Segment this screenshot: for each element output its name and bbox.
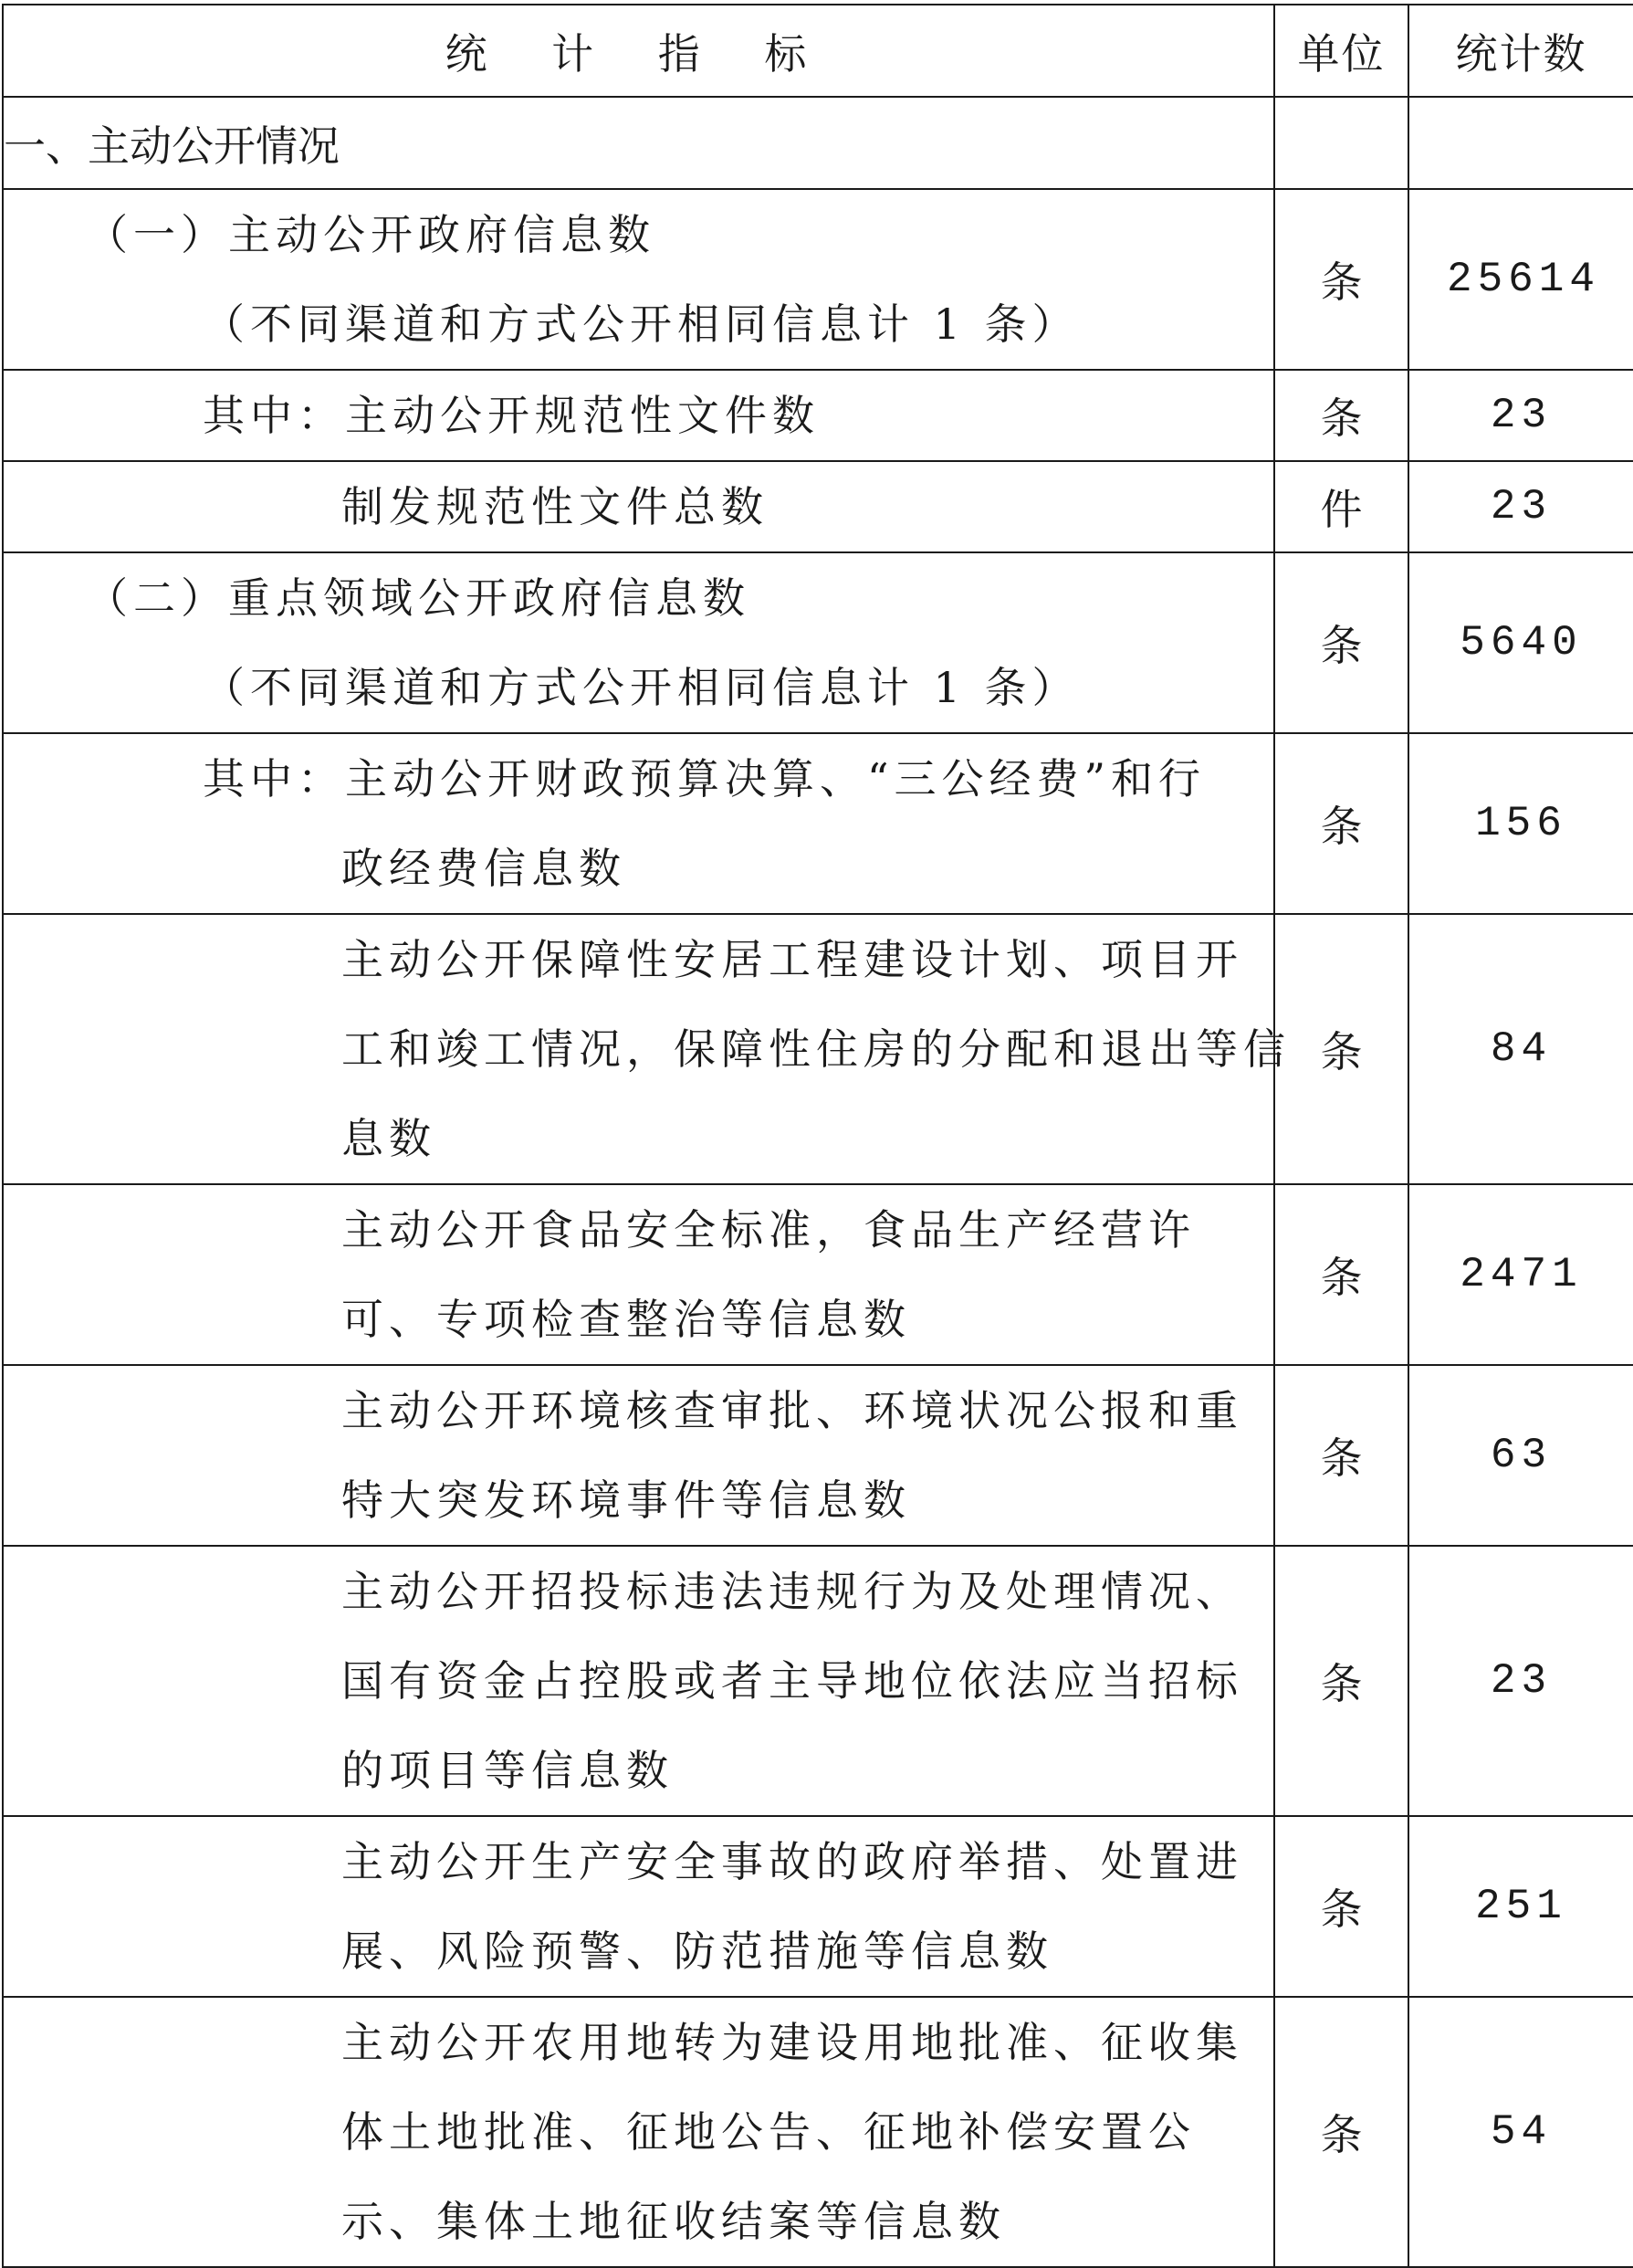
value-cell: 23: [1408, 461, 1633, 552]
indicator-line: 主动公开保障性安居工程建设计划、项目开: [341, 935, 1243, 984]
header-count: 统计数: [1408, 5, 1633, 97]
section-unit-empty: [1274, 97, 1408, 189]
indicator-line: （不同渠道和方式公开相同信息计 1 条）: [203, 663, 1080, 712]
indicator-line: 政经费信息数: [341, 844, 626, 893]
indicator-cell: [3, 914, 1291, 1184]
table-row: [3, 552, 1633, 733]
header-indicator-label: 统 计 指 标: [445, 28, 832, 79]
indicator-line: 的项目等信息数: [341, 1746, 674, 1795]
section-value-empty: [1408, 97, 1633, 189]
indicator-line: （不同渠道和方式公开相同信息计 1 条）: [203, 299, 1080, 349]
unit-cell: 条: [1274, 1816, 1408, 1997]
indicator-line: 其中：主动公开财政预算决算、“三公经费”和行: [203, 754, 1207, 803]
statistics-table: [2, 4, 1633, 2268]
indicator-cell: [3, 189, 1274, 370]
header-unit: 单位: [1274, 5, 1408, 97]
unit-cell: 条: [1274, 189, 1408, 370]
indicator-cell: [3, 1365, 1274, 1546]
unit-cell: 条: [1274, 1546, 1408, 1816]
indicator-line: 可、专项检查整治等信息数: [341, 1295, 911, 1344]
indicator-cell: [3, 1997, 1274, 2267]
value-cell: 25614: [1408, 189, 1633, 370]
table-row: [3, 914, 1633, 1184]
table-row: [3, 733, 1633, 914]
indicator-line: （二）重点领域公开政府信息数: [86, 573, 750, 623]
table-row: [3, 189, 1633, 370]
header-row: [3, 5, 1633, 97]
section-row: [3, 97, 1633, 189]
indicator-cell: [3, 552, 1274, 733]
value-cell: 84: [1408, 914, 1633, 1184]
indicator-line: 示、集体土地征收结案等信息数: [341, 2197, 1006, 2246]
indicator-line: 主动公开环境核查审批、环境状况公报和重: [341, 1386, 1243, 1435]
indicator-line: 主动公开农用地转为建设用地批准、征收集: [341, 2018, 1243, 2067]
indicator-line: 主动公开生产安全事故的政府举措、处置进: [341, 1837, 1243, 1886]
table-row: [3, 1997, 1633, 2267]
value-cell: 23: [1408, 1546, 1633, 1816]
value-cell: 5640: [1408, 552, 1633, 733]
indicator-line: 体土地批准、征地公告、征地补偿安置公: [341, 2107, 1196, 2157]
value-cell: 23: [1408, 370, 1633, 461]
indicator-line: （一）主动公开政府信息数: [86, 210, 655, 259]
value-cell: 2471: [1408, 1184, 1633, 1365]
indicator-cell: [3, 1184, 1274, 1365]
indicator-line: 息数: [341, 1114, 436, 1163]
indicator-line: 国有资金占控股或者主导地位依法应当招标: [341, 1656, 1243, 1706]
table-row: [3, 1184, 1633, 1365]
indicator-cell: [3, 1546, 1274, 1816]
indicator-line: 特大突发环境事件等信息数: [341, 1475, 911, 1525]
table-row: [3, 461, 1633, 552]
table-row: [3, 1546, 1633, 1816]
indicator-line: 制发规范性文件总数: [341, 482, 769, 531]
unit-cell: 条: [1274, 733, 1408, 914]
indicator-line: 其中：主动公开规范性文件数: [203, 391, 820, 440]
header-indicator: [3, 5, 1274, 97]
value-cell: 156: [1408, 733, 1633, 914]
unit-cell: 条: [1274, 1365, 1408, 1546]
indicator-line: 主动公开食品安全标准，食品生产经营许: [341, 1205, 1196, 1255]
section-title: 一、主动公开情况: [3, 97, 1274, 189]
indicator-cell: [3, 733, 1274, 914]
unit-cell: 条: [1274, 914, 1408, 1184]
unit-cell: 条: [1274, 1184, 1408, 1365]
table-row: [3, 1365, 1633, 1546]
indicator-cell: [3, 461, 1274, 552]
value-cell: 251: [1408, 1816, 1633, 1997]
table-row: [3, 370, 1633, 461]
indicator-line: 主动公开招投标违法违规行为及处理情况、: [341, 1567, 1243, 1616]
table-row: [3, 1816, 1633, 1997]
value-cell: 54: [1408, 1997, 1633, 2267]
unit-cell: 件: [1274, 461, 1408, 552]
unit-cell: 条: [1274, 370, 1408, 461]
indicator-line: 工和竣工情况，保障性住房的分配和退出等信: [341, 1024, 1291, 1074]
value-cell: 63: [1408, 1365, 1633, 1546]
indicator-cell: [3, 1816, 1274, 1997]
indicator-line: 展、风险预警、防范措施等信息数: [341, 1927, 1053, 1976]
indicator-cell: [3, 370, 1274, 461]
unit-cell: 条: [1274, 552, 1408, 733]
unit-cell: 条: [1274, 1997, 1408, 2267]
